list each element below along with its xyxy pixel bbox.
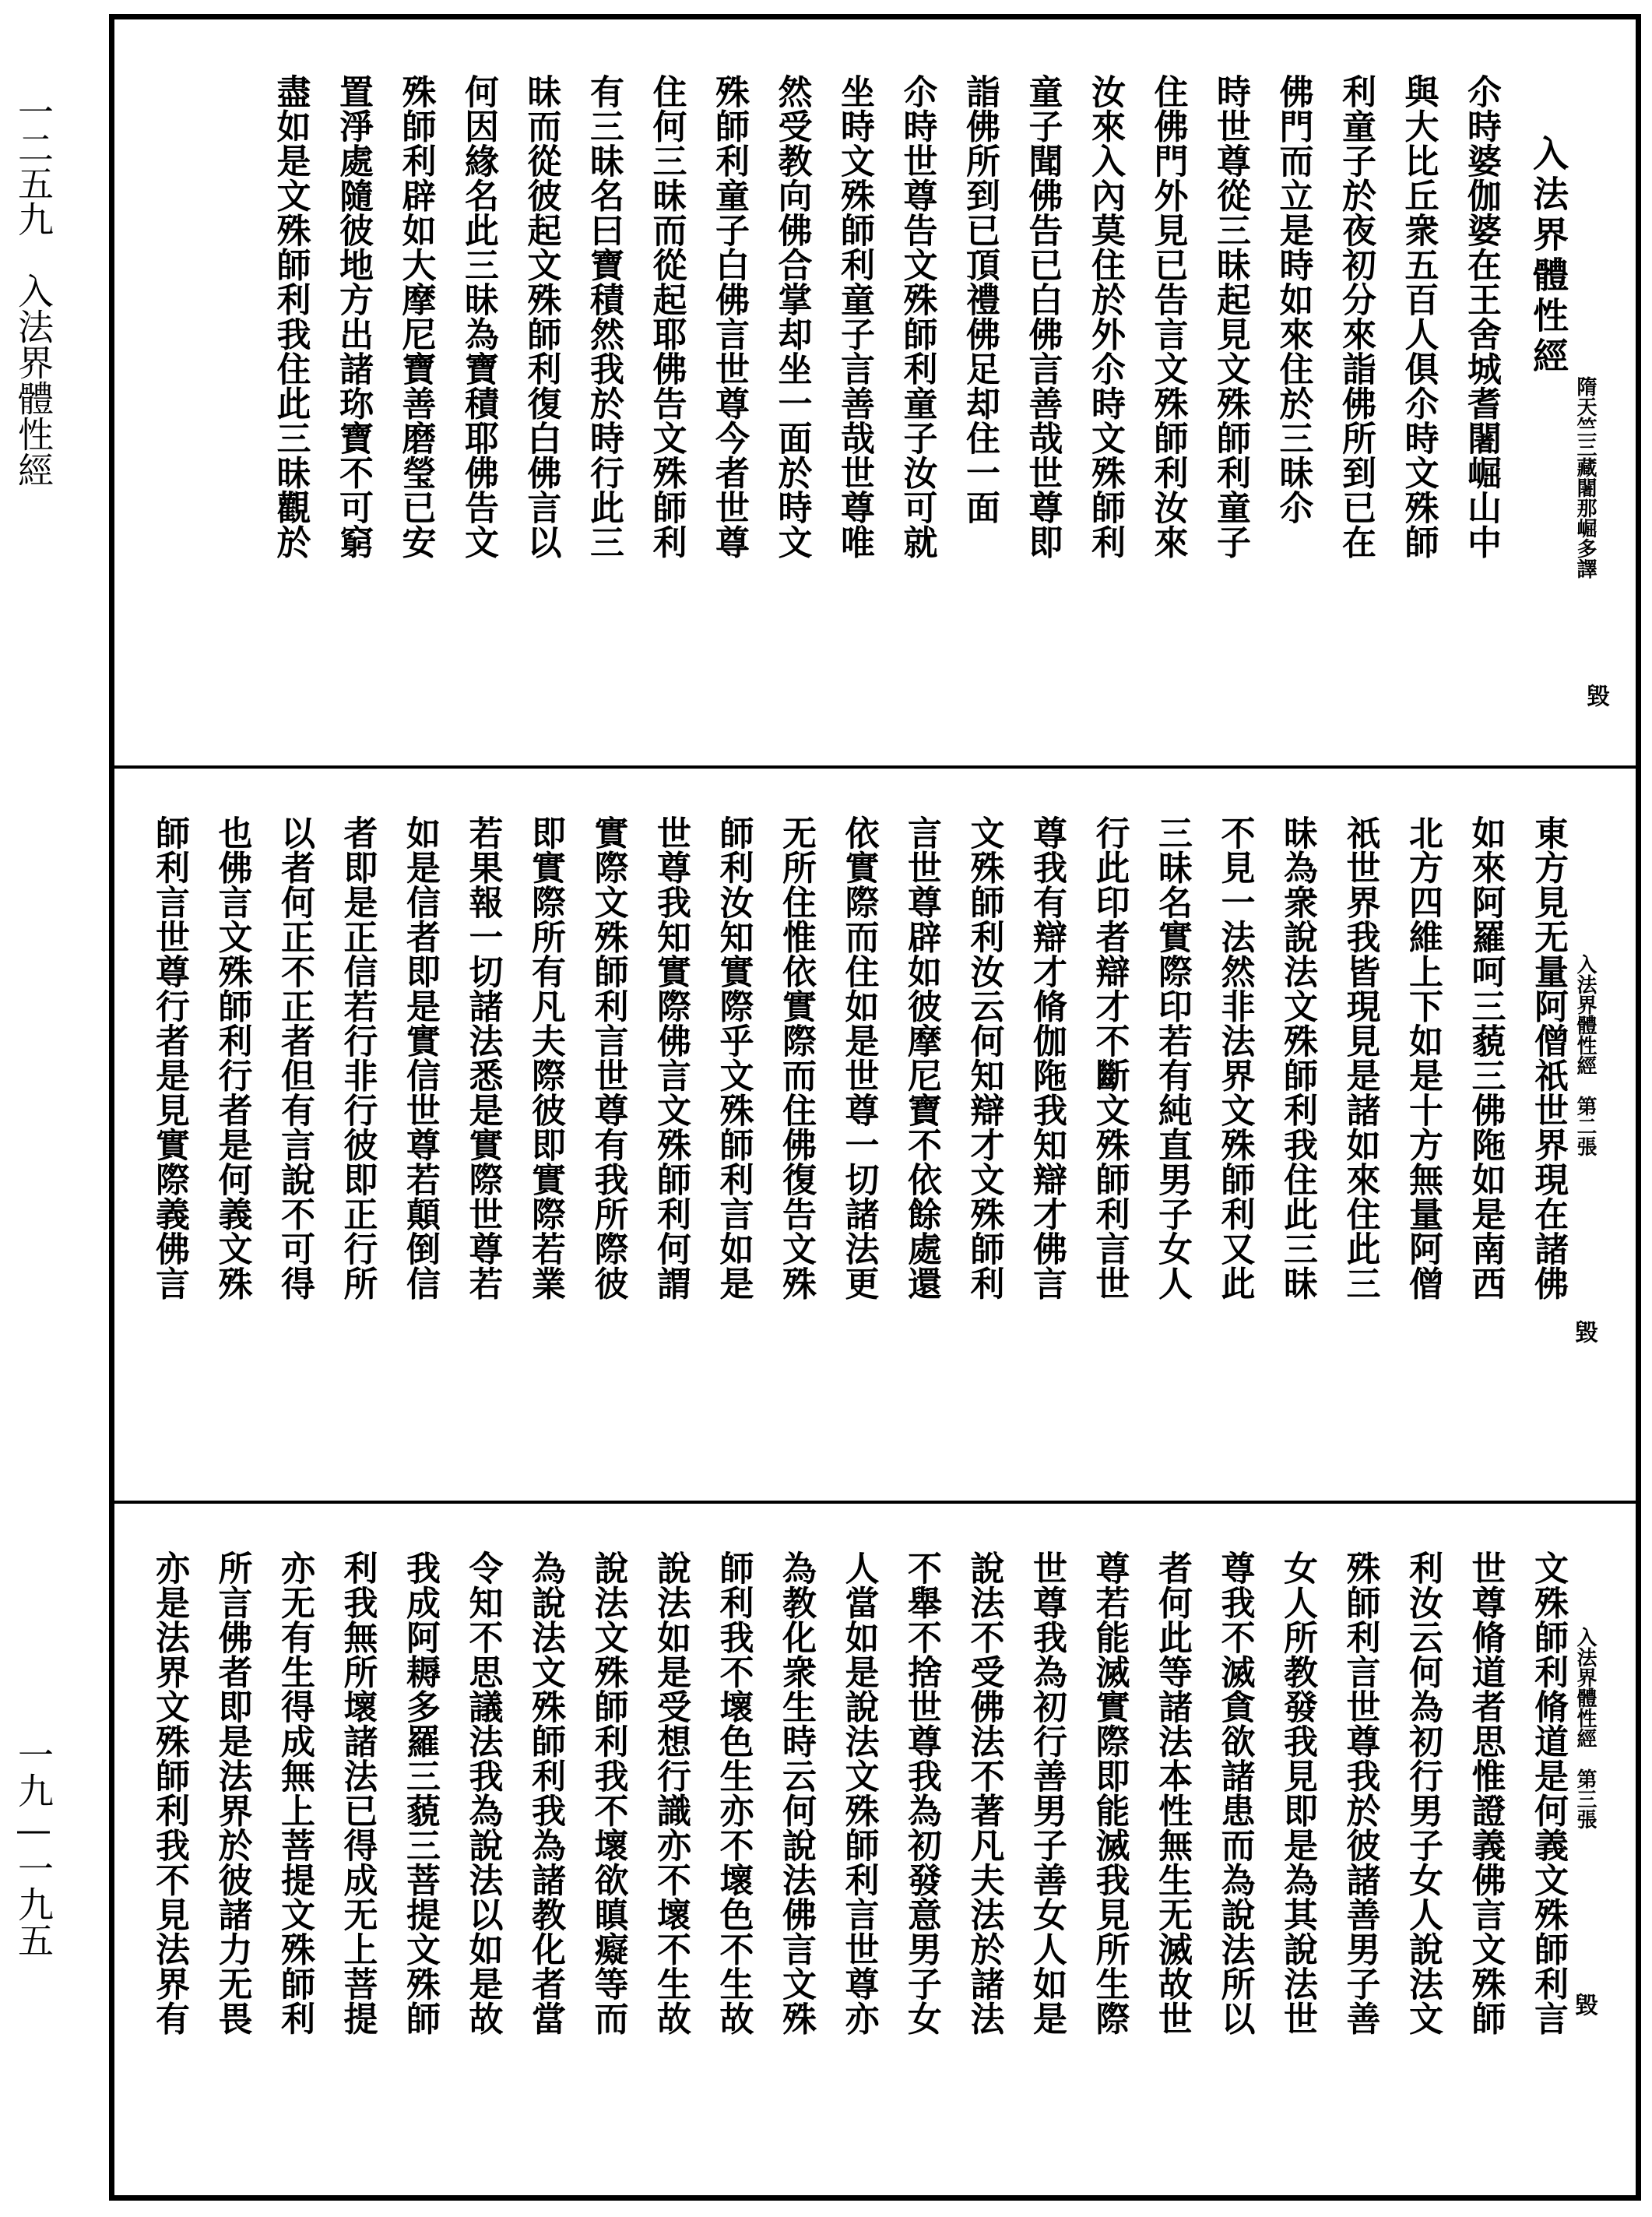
text-column: 說法不受佛法不著凡夫法於諸法 — [964, 1550, 1004, 2036]
text-column: 行此印者辯才不斷文殊師利言世 — [1089, 815, 1130, 1300]
text-column: 亦是法界文殊師利我不見法界有 — [149, 1550, 189, 2036]
text-column: 若果報一切諸法悉是實際世尊若 — [462, 815, 503, 1300]
plate-mark: 毀 — [1582, 684, 1609, 707]
text-column: 盡如是文殊師利我住此三昧觀於 — [270, 74, 311, 559]
panel-1 — [120, 26, 1630, 764]
text-column: 殊師利言世尊我於彼諸善男子善 — [1340, 1550, 1380, 2036]
text-column: 佛門而立是時如來住於三昧尒 — [1273, 74, 1313, 525]
text-column: 時世尊從三昧起見文殊師利童子 — [1211, 74, 1250, 559]
text-column: 人當如是說法文殊師利言世尊亦 — [838, 1550, 879, 2036]
panel-divider — [114, 1501, 1636, 1504]
panel-2 — [120, 775, 1630, 1499]
text-column: 如是信者即是實信世尊若顛倒信 — [400, 815, 440, 1300]
translator-credit: 隋天竺三藏闍那崛多譯 — [1573, 376, 1597, 579]
text-column: 者即是正信若行非行彼即正行所 — [337, 815, 378, 1300]
text-column: 世尊我知實際佛言文殊師利何謂 — [651, 815, 691, 1300]
text-column: 文殊師利汝云何知辯才文殊師利 — [964, 815, 1004, 1300]
margin-top-label: 一二五九 入法界體性經 — [12, 93, 54, 487]
text-column: 祇世界我皆現見是諸如來住此三 — [1340, 815, 1380, 1300]
text-column: 利童子於夜初分來詣佛所到已在 — [1336, 74, 1376, 559]
text-column: 也佛言文殊師利行者是何義文殊 — [212, 815, 252, 1300]
text-column: 實際文殊師利言世尊有我所際彼 — [588, 815, 628, 1300]
text-column: 尒時世尊告文殊師利童子汝可就 — [897, 74, 937, 559]
text-column: 說法如是受想行識亦不壞不生故 — [651, 1550, 691, 2036]
margin-bottom-label: 一九—一九五 — [12, 1737, 54, 1958]
text-column: 三昧名實際印若有純直男子女人 — [1152, 815, 1192, 1300]
text-column: 有三昧名曰寶積然我於時行此三 — [584, 74, 624, 559]
text-column: 依實際而住如是世尊一切諸法更 — [838, 815, 879, 1300]
text-column: 汝來入內莫住於外尒時文殊師利 — [1085, 74, 1125, 559]
plate-mark: 毀 — [1570, 1320, 1598, 1343]
text-column: 尊我有辯才脩伽陁我知辯才佛言 — [1027, 815, 1067, 1300]
text-column: 師利汝知實際乎文殊師利言如是 — [713, 815, 754, 1300]
text-column: 北方四維上下如是十方無量阿僧 — [1403, 815, 1443, 1300]
text-column: 所言佛者即是法界於彼諸力无畏 — [212, 1550, 252, 2036]
text-column: 尊我不滅貪欲諸患而為說法所以 — [1214, 1550, 1255, 2036]
text-column: 殊師利辟如大摩尼寶善磨瑩已安 — [395, 74, 436, 559]
text-column: 尒時婆伽婆在王舍城耆闍崛山中 — [1461, 74, 1501, 559]
text-column: 尊若能滅實際即能滅我見所生際 — [1089, 1550, 1130, 2036]
text-column: 者何此等諸法本性無生无滅故世 — [1152, 1550, 1192, 2036]
text-column: 童子聞佛告已白佛言善哉世尊即 — [1022, 74, 1063, 559]
text-column: 即實際所有凡夫際彼即實際若業 — [525, 815, 565, 1300]
page-header: 入法界體性經 第三張 — [1573, 1627, 1597, 1829]
text-column: 何因緣名此三昧為寶積耶佛告文 — [459, 74, 498, 559]
text-column: 住何三昧而從起耶佛告文殊師利 — [646, 74, 687, 559]
text-column: 如來阿羅呵三藐三佛陁如是南西 — [1465, 815, 1506, 1300]
plate-mark: 毀 — [1570, 1993, 1598, 2016]
panel-3 — [120, 1510, 1630, 2195]
text-column: 師利言世尊行者是見實際義佛言 — [149, 815, 189, 1300]
text-column: 詣佛所到已頂禮佛足却住一面 — [960, 74, 1000, 525]
text-column: 言世尊辟如彼摩尼寶不依餘處還 — [902, 815, 941, 1300]
text-column: 住佛門外見已告言文殊師利汝來 — [1148, 74, 1188, 559]
sutra-title: 入法界體性經 — [1527, 135, 1569, 378]
text-column: 師利我不壞色生亦不壞色不生故 — [713, 1550, 754, 2036]
text-column: 亦无有生得成無上菩提文殊師利 — [275, 1550, 315, 2036]
text-column: 為教化衆生時云何說法佛言文殊 — [776, 1550, 816, 2036]
text-column: 令知不思議法我為說法以如是故 — [462, 1550, 503, 2036]
page-header: 入法界體性經 第二張 — [1573, 954, 1597, 1156]
text-column: 東方見无量阿僧祇世界現在諸佛 — [1528, 815, 1568, 1300]
text-column: 然受教向佛合掌却坐一面於時文 — [772, 74, 812, 559]
text-column: 女人所教發我見即是為其說法世 — [1278, 1550, 1317, 2036]
text-column: 世尊我為初行善男子善女人如是 — [1027, 1550, 1067, 2036]
text-column: 為說法文殊師利我為諸教化者當 — [525, 1550, 565, 2036]
panel-divider — [114, 765, 1636, 769]
text-column: 昧而從彼起文殊師利復白佛言以 — [521, 74, 561, 559]
text-column: 與大比丘衆五百人俱尒時文殊師 — [1398, 74, 1439, 559]
text-column: 利我無所壞諸法已得成无上菩提 — [337, 1550, 378, 2036]
text-column: 以者何正不正者但有言說不可得 — [275, 815, 315, 1300]
text-column: 昧為衆說法文殊師利我住此三昧 — [1278, 815, 1317, 1300]
text-column: 利汝云何為初行男子女人說法文 — [1403, 1550, 1443, 2036]
text-column: 說法文殊師利我不壞欲瞋癡等而 — [588, 1550, 628, 2036]
text-column: 我成阿耨多羅三藐三菩提文殊師 — [400, 1550, 440, 2036]
text-column: 不見一法然非法界文殊師利又此 — [1214, 815, 1255, 1300]
text-column: 世尊脩道者思惟證義佛言文殊師 — [1465, 1550, 1506, 2036]
text-column: 殊師利童子白佛言世尊今者世尊 — [709, 74, 749, 559]
text-column: 置淨處隨彼地方出諸珎寶不可窮 — [333, 74, 373, 559]
text-column: 坐時文殊師利童子言善哉世尊唯 — [835, 74, 874, 559]
text-column: 无所住惟依實際而住佛復告文殊 — [776, 815, 816, 1300]
text-column: 不舉不捨世尊我為初發意男子女 — [902, 1550, 941, 2036]
text-column: 文殊師利脩道是何義文殊師利言 — [1528, 1550, 1568, 2036]
sutra-page-frame — [109, 14, 1641, 2201]
